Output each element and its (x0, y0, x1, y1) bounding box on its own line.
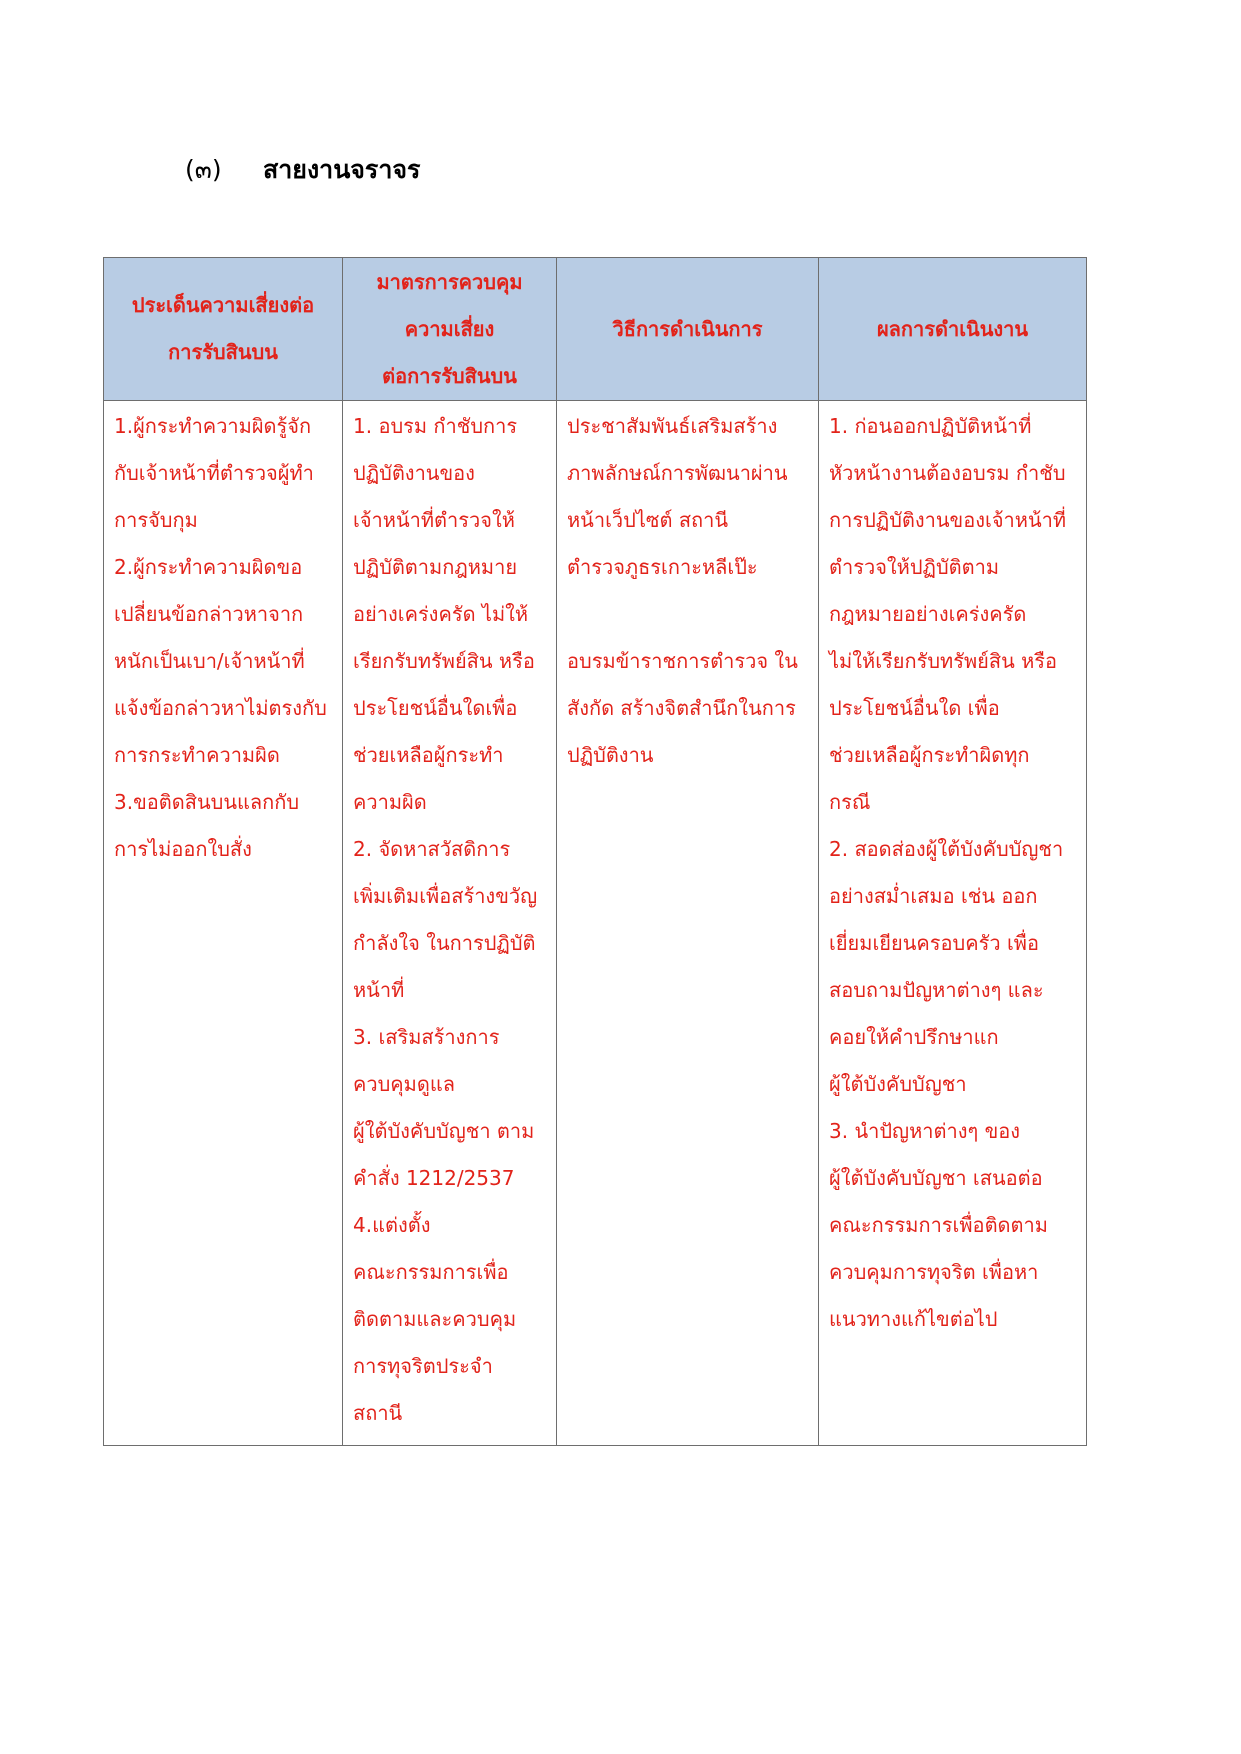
cell-line: ผู้ใต้บังคับบัญชา เสนอต่อ (829, 1166, 1043, 1190)
cell-line: สอบถามปัญหาต่างๆ และ (829, 978, 1044, 1002)
cell-line: อบรมข้าราชการตำรวจ ใน (567, 649, 798, 673)
cell-control-measure (343, 401, 557, 1446)
cell-line: ตำรวจภูธรเกาะหลีเป๊ะ (567, 555, 758, 579)
cell-line: กฎหมายอย่างเคร่งครัด (829, 602, 1027, 626)
cell-line: เรียกรับทรัพย์สิน หรือ (353, 649, 535, 673)
cell-line: อย่างเคร่งครัด ไม่ให้ (353, 602, 529, 626)
cell-result (819, 401, 1087, 1446)
cell-line: ผู้ใต้บังคับบัญชา ตาม (353, 1119, 535, 1143)
cell-line: 2.ผู้กระทำความผิดขอ (114, 555, 303, 579)
cell-risk-issue (104, 401, 343, 1446)
cell-line: ประชาสัมพันธ์เสริมสร้าง (567, 414, 778, 438)
cell-line: เจ้าหน้าที่ตำรวจให้ (353, 508, 515, 532)
header-control-measure (343, 258, 557, 401)
cell-line: อย่างสม่ำเสมอ เช่น ออก (829, 884, 1038, 908)
cell-line: กำลังใจ ในการปฏิบัติ (353, 931, 536, 955)
cell-line: 3. เสริมสร้างการ (353, 1025, 500, 1049)
section-title: สายงานจราจร (263, 155, 421, 184)
cell-line: ภาพลักษณ์การพัฒนาผ่าน (567, 461, 788, 485)
cell-line: การปฏิบัติงานของเจ้าหน้าที่ (829, 508, 1067, 532)
cell-line: การรับสินบน (168, 340, 278, 364)
cell-line: สถานี (353, 1401, 403, 1425)
cell-line: ผลการดำเนินงาน (876, 316, 1029, 341)
cell-line: กรณี (829, 790, 871, 814)
cell-line: สังกัด สร้างจิตสำนึกในการ (567, 696, 796, 720)
cell-line: 3.ขอติดสินบนแลกกับ (114, 790, 300, 814)
cell-line: ประเด็นความเสี่ยงต่อ (131, 293, 315, 317)
cell-line: 1. อบรม กำชับการ (353, 414, 518, 438)
cell-line: การทุจริตประจำ (353, 1354, 493, 1378)
risk-control-table (103, 257, 1087, 1446)
cell-line: 1.ผู้กระทำความผิดรู้จัก (114, 414, 312, 438)
cell-line: 2. จัดหาสวัสดิการ (353, 837, 511, 861)
section-number: (๓) (185, 155, 222, 184)
cell-line: ประโยชน์อื่นใดเพื่อ (353, 696, 518, 720)
cell-line: หัวหน้างานต้องอบรม กำชับ (829, 461, 1066, 485)
cell-line: ผู้ใต้บังคับบัญชา (829, 1072, 967, 1096)
cell-line: มาตรการควบคุม (376, 269, 523, 294)
cell-line: ควบคุมการทุจริต เพื่อหา (829, 1260, 1039, 1284)
cell-line: ไม่ให้เรียกรับทรัพย์สิน หรือ (829, 649, 1058, 673)
cell-line: การไม่ออกใบสั่ง (114, 837, 252, 861)
cell-line (567, 591, 810, 638)
cell-method (557, 401, 819, 1446)
table-row (104, 401, 1087, 1446)
cell-line: 2. สอดส่องผู้ใต้บังคับบัญชา (829, 837, 1064, 861)
table-header-row (104, 258, 1087, 401)
cell-line: วิธีการดำเนินการ (612, 316, 763, 341)
cell-line: ปฏิบัติงานของ (353, 461, 475, 485)
cell-line: คณะกรรมการเพื่อติดตาม (829, 1213, 1048, 1237)
cell-line: แจ้งข้อกล่าวหาไม่ตรงกับ (114, 696, 327, 720)
cell-line: ประโยชน์อื่นใด เพื่อ (829, 696, 1000, 720)
cell-line: 4.แต่งตั้ง (353, 1213, 431, 1237)
cell-line: หน้าที่ (353, 978, 405, 1002)
cell-line: หน้าเว็ปไซต์ สถานี (567, 508, 729, 532)
section-heading (185, 150, 420, 190)
cell-line: กับเจ้าหน้าที่ตำรวจผู้ทำ (114, 461, 314, 485)
header-method (557, 258, 819, 401)
cell-line: 1. ก่อนออกปฏิบัติหน้าที่ (829, 414, 1032, 438)
cell-line: 3. นำปัญหาต่างๆ ของ (829, 1119, 1021, 1143)
cell-line: คำสั่ง 1212/2537 (353, 1166, 515, 1190)
cell-line: ต่อการรับสินบน (382, 363, 517, 388)
cell-line: การจับกุม (114, 508, 198, 532)
cell-line: คณะกรรมการเพื่อ (353, 1260, 509, 1284)
cell-line: คอยให้คำปรึกษาแก (829, 1025, 999, 1049)
cell-line: ติดตามและควบคุม (353, 1307, 517, 1331)
cell-line: ช่วยเหลือผู้กระทำผิดทุก (829, 743, 1030, 767)
cell-line: ตำรวจให้ปฏิบัติตาม (829, 555, 1000, 579)
cell-line: ควบคุมดูแล (353, 1072, 456, 1096)
cell-line: ปฏิบัติตามกฎหมาย (353, 555, 518, 579)
cell-line: ความเสี่ยง (404, 316, 495, 341)
cell-line: ช่วยเหลือผู้กระทำ (353, 743, 504, 767)
cell-line: เยี่ยมเยียนครอบครัว เพื่อ (829, 931, 1039, 955)
cell-line: แนวทางแก้ไขต่อไป (829, 1307, 998, 1331)
cell-line: ความผิด (353, 790, 427, 814)
cell-line: หนักเป็นเบา/เจ้าหน้าที่ (114, 649, 305, 673)
cell-line: การกระทำความผิด (114, 743, 280, 767)
cell-line: เปลี่ยนข้อกล่าวหาจาก (114, 602, 304, 626)
header-result (819, 258, 1087, 401)
header-risk-issue (104, 258, 343, 401)
cell-line: ปฏิบัติงาน (567, 743, 654, 767)
cell-line: เพิ่มเติมเพื่อสร้างขวัญ (353, 884, 538, 908)
